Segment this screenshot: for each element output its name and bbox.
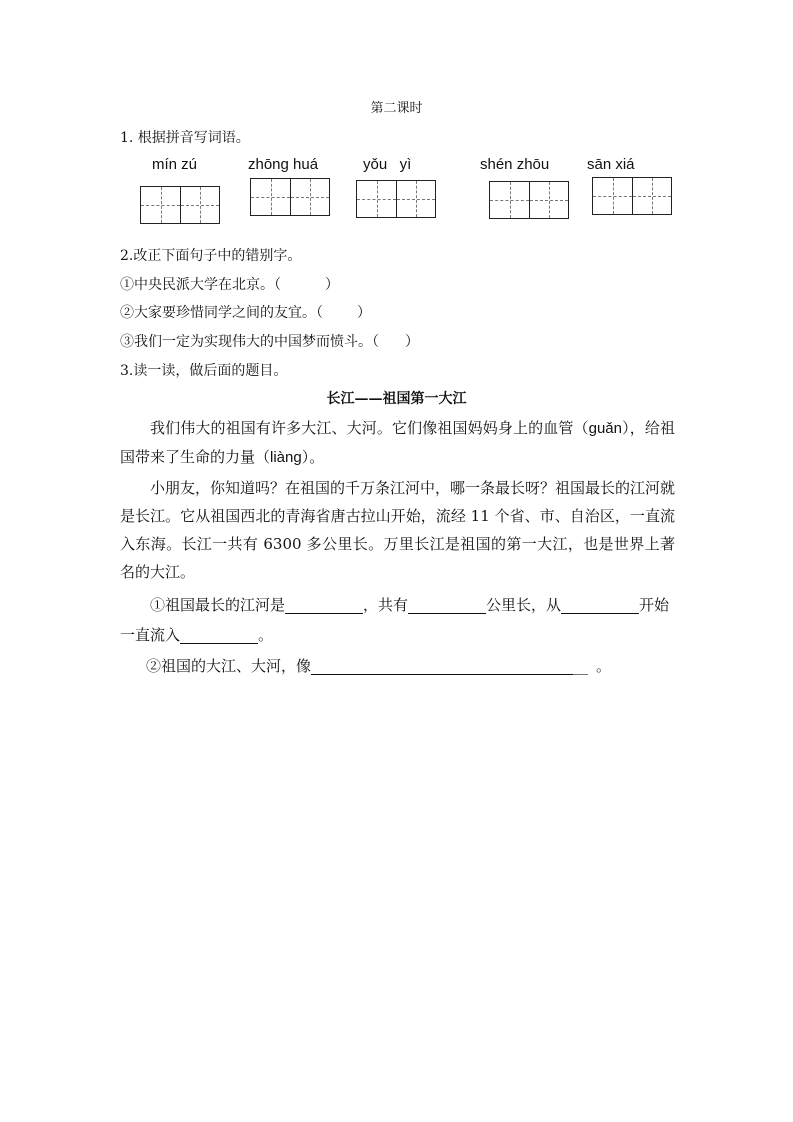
grid-cell[interactable] — [396, 181, 435, 217]
writing-grid-5[interactable] — [592, 177, 672, 215]
paragraph-text: ），给祖国带来了生命的力量（ — [120, 419, 675, 466]
grid-cell[interactable] — [632, 178, 671, 214]
pinyin-min-zu: mín zú — [152, 156, 198, 173]
answer-paren-close: ） — [325, 277, 339, 293]
writing-grid-4[interactable] — [489, 181, 569, 219]
grid-cell[interactable] — [529, 182, 568, 218]
reading-question-2 — [146, 652, 701, 680]
answer-paren-open: （ — [316, 305, 323, 321]
grid-cell[interactable] — [290, 179, 329, 215]
question-text: 公里长，从 — [486, 596, 562, 614]
grid-cell[interactable] — [141, 187, 180, 223]
sentence-text: ②大家要珍惜同学之间的友宜。 — [120, 305, 316, 321]
writing-grid-1[interactable] — [140, 186, 220, 224]
question-text: 。 — [258, 626, 274, 644]
pinyin-zhong-hua: zhōng huá — [248, 156, 319, 173]
answer-paren-close: ） — [357, 305, 371, 321]
grid-cell[interactable] — [490, 182, 529, 218]
answer-paren-open: （ — [274, 277, 281, 293]
question-text: 开始一直流入 — [120, 596, 670, 644]
answer-paren-open: （ — [372, 334, 379, 350]
sentence-text: ①中央民派大学在北京。 — [120, 277, 274, 293]
story-paragraph-1 — [120, 414, 675, 472]
question-text: ②祖国的大江、大河，像 — [146, 657, 312, 675]
sentence-text: ③我们一定为实现伟大的中国梦而愤斗。 — [120, 334, 372, 350]
pinyin-san-xia: sān xiá — [587, 156, 635, 173]
grid-cell[interactable] — [357, 181, 396, 217]
sentence-2 — [120, 302, 371, 322]
story-paragraph-2 — [120, 474, 675, 586]
grid-cell[interactable] — [251, 179, 290, 215]
sentence-1 — [120, 274, 339, 294]
paragraph-text: 我们伟大的祖国有许多大江、大河。它们像祖国妈妈身上的血管（ — [150, 419, 589, 437]
lesson-title: 第二课时 — [370, 101, 423, 116]
answer-blank-destination[interactable] — [180, 625, 258, 644]
question-text: ①祖国最长的江河是 — [150, 596, 286, 614]
question-1-heading: 1. 根据拼音写词语。 — [120, 130, 250, 146]
question-text: ，共有 — [363, 596, 409, 614]
question-text: 。 — [596, 657, 612, 675]
grid-cell[interactable] — [593, 178, 632, 214]
story-title: 长江——祖国第一大江 — [326, 391, 467, 407]
pinyin-you-yi: yǒu yì — [363, 156, 412, 173]
grid-cell[interactable] — [180, 187, 219, 223]
answer-blank-length[interactable] — [408, 595, 486, 614]
reading-question-1 — [120, 590, 675, 650]
answer-blank-source[interactable] — [561, 595, 639, 614]
question-3-heading: 3.读一读，做后面的题目。 — [120, 363, 288, 379]
question-2-heading: 2.改正下面句子中的错别字。 — [120, 248, 302, 264]
question-text: __ — [573, 657, 589, 675]
answer-paren-close: ） — [405, 334, 419, 350]
answer-blank-metaphor[interactable] — [311, 656, 573, 675]
pinyin-annotation: guǎn — [588, 420, 622, 437]
paragraph-text: ）。 — [301, 448, 325, 466]
pinyin-shen-zhou: shén zhōu — [480, 156, 550, 173]
paragraph-text: 小朋友，你知道吗？在祖国的千万条江河中，哪一条最长呀？祖国最长的江河就是长江。它从祖国西北的青海省唐古拉山开始，流经 11 个省、市、自治区，一直流入东海。长江一共有 6300 多公里长。万里长江是祖国的第一大江，也是世界上著名的大江。 — [120, 479, 676, 581]
sentence-3 — [120, 331, 419, 351]
writing-grid-3[interactable] — [356, 180, 436, 218]
answer-blank-river[interactable] — [285, 595, 363, 614]
writing-grid-2[interactable] — [250, 178, 330, 216]
pinyin-annotation: liàng — [270, 449, 302, 466]
